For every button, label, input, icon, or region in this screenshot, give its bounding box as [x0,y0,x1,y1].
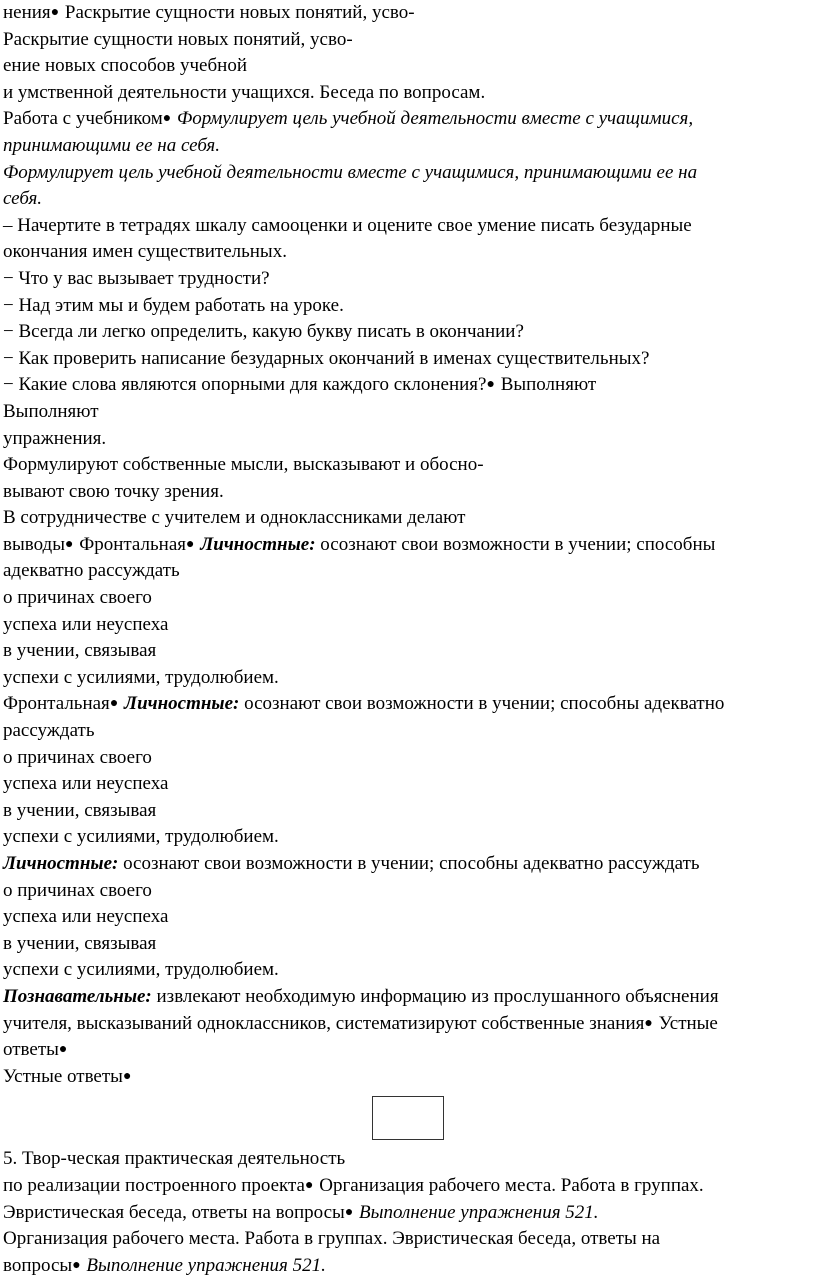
bullet-icon: ● [50,5,60,20]
text: Устные ответы [3,1065,123,1087]
text-line [3,106,813,133]
text-line: Выполняют [3,400,99,422]
text: учителя, высказываний одноклассников, систематизируют собственные знания [3,1012,645,1034]
image-placeholder-row [3,1090,813,1146]
text: Устные [653,1012,718,1034]
text-line: адекватно рассуждать [3,560,180,582]
text-line: о причинах своего [3,879,152,901]
text: ответы [3,1039,59,1061]
text-line [3,851,813,878]
text: Выполняют [495,374,597,396]
bullet-icon: ● [344,1204,354,1220]
text-line: Организация рабочего места. Работа в группах. Эвристическая беседа, ответы на [3,1228,661,1250]
text-line: успехи с усилиями, трудолюбием. [3,959,279,981]
text-line: Формулирует цель учебной деятельности вместе с учащимися, принимающими ее на [3,161,698,183]
text: нения [3,2,51,23]
text-line: успеха или неуспеха [3,613,169,635]
bold-italic-label: Личностные: [119,693,240,715]
text-line: упражнения. [3,427,107,449]
bold-italic-label: Познавательные: [3,985,152,1007]
text: Эвристическая беседа, ответы на вопросы [3,1201,345,1223]
bullet-icon: ● [186,536,195,552]
text-line [3,1011,813,1038]
text: − Какие слова являются опорными для каждого склонения? [3,374,487,396]
text-line: себя. [3,188,43,210]
text-line: В сотрудничестве с учителем и одноклассниками делают [3,507,466,529]
text-line: Формулируют собственные мысли, высказывают и обосно- [3,454,484,476]
text: Раскрытие сущности новых понятий, усво- [60,2,415,23]
text-line: вывают свою точку зрения. [3,480,224,502]
text: извлекают необходимую информацию из прослушанного объяснения [151,985,719,1007]
text-line: − Как проверить написание безударных окончаний в именах существительных? [3,347,650,369]
text-line: в учении, связывая [3,640,157,662]
text: выводы [3,533,65,555]
text-line [3,1253,813,1280]
text-line [3,0,813,27]
text-line [3,1064,813,1091]
text-line [3,532,813,559]
text: Фронтальная [3,693,110,715]
bullet-icon: ● [486,377,495,393]
text-line [3,1173,813,1200]
italic-text: Выполнение упражнения 521. [354,1201,599,1223]
text: по реализации построенного проекта [3,1174,305,1196]
text-line: − Над этим мы и будем работать на уроке. [3,294,344,316]
bullet-icon: ● [644,1015,653,1031]
text-line: и умственной деятельности учащихся. Беседа по вопросам. [3,81,486,103]
italic-text: Формулирует цель учебной деятельности вместе с учащимися, [172,108,694,130]
image-placeholder-box [372,1096,444,1140]
text: Работа с учебником [3,108,163,130]
bullet-icon: ● [64,536,74,552]
text: вопросы [3,1254,73,1276]
bullet-icon: ● [122,1068,132,1084]
text: Организация рабочего места. Работа в группах. [314,1174,704,1196]
text-line: в учении, связывая [3,932,157,954]
text: Фронтальная [74,533,186,555]
text-line: принимающими ее на себя. [3,134,220,156]
bullet-icon: ● [305,1177,314,1193]
text-line: в учении, связывая [3,799,157,821]
text-line: окончания имен существительных. [3,241,287,263]
text-line: − Всегда ли легко определить, какую букву писать в окончании? [3,321,524,343]
text-line [3,372,813,399]
text-line [3,984,813,1011]
bullet-icon: ● [58,1042,68,1058]
text-line [3,691,813,718]
text-line: успеха или неуспеха [3,773,169,795]
text-line: Раскрытие сущности новых понятий, усво- [3,28,353,50]
text-line: – Начертите в тетрадях шкалу самооценки и оцените свое умение писать безударные [3,214,692,236]
bullet-icon: ● [162,111,172,127]
text: осознают свои возможности в учении; способны адекватно рассуждать [118,853,700,874]
bold-italic-label: Личностные: [3,853,119,874]
text-line: − Что у вас вызывает трудности? [3,267,270,289]
bold-italic-label: Личностные: [195,533,316,555]
text: осознают свои возможности в учении; способны адекватно [239,693,725,715]
text-line: 5. Твор-ческая практическая деятельность [3,1148,346,1170]
italic-text: Выполнение упражнения 521. [81,1254,326,1276]
text-line [3,1037,813,1064]
text-line: о причинах своего [3,587,152,609]
text-line: о причинах своего [3,746,152,768]
text-line: успеха или неуспеха [3,906,169,928]
bullet-icon: ● [72,1257,81,1273]
text-line [3,1200,813,1227]
text-line: рассуждать [3,720,95,742]
text-line: успехи с усилиями, трудолюбием. [3,666,279,688]
text-line: успехи с усилиями, трудолюбием. [3,826,279,848]
bullet-icon: ● [109,696,119,712]
text-line: ение новых способов учебной [3,55,247,77]
text: осознают свои возможности в учении; способны [315,533,716,555]
